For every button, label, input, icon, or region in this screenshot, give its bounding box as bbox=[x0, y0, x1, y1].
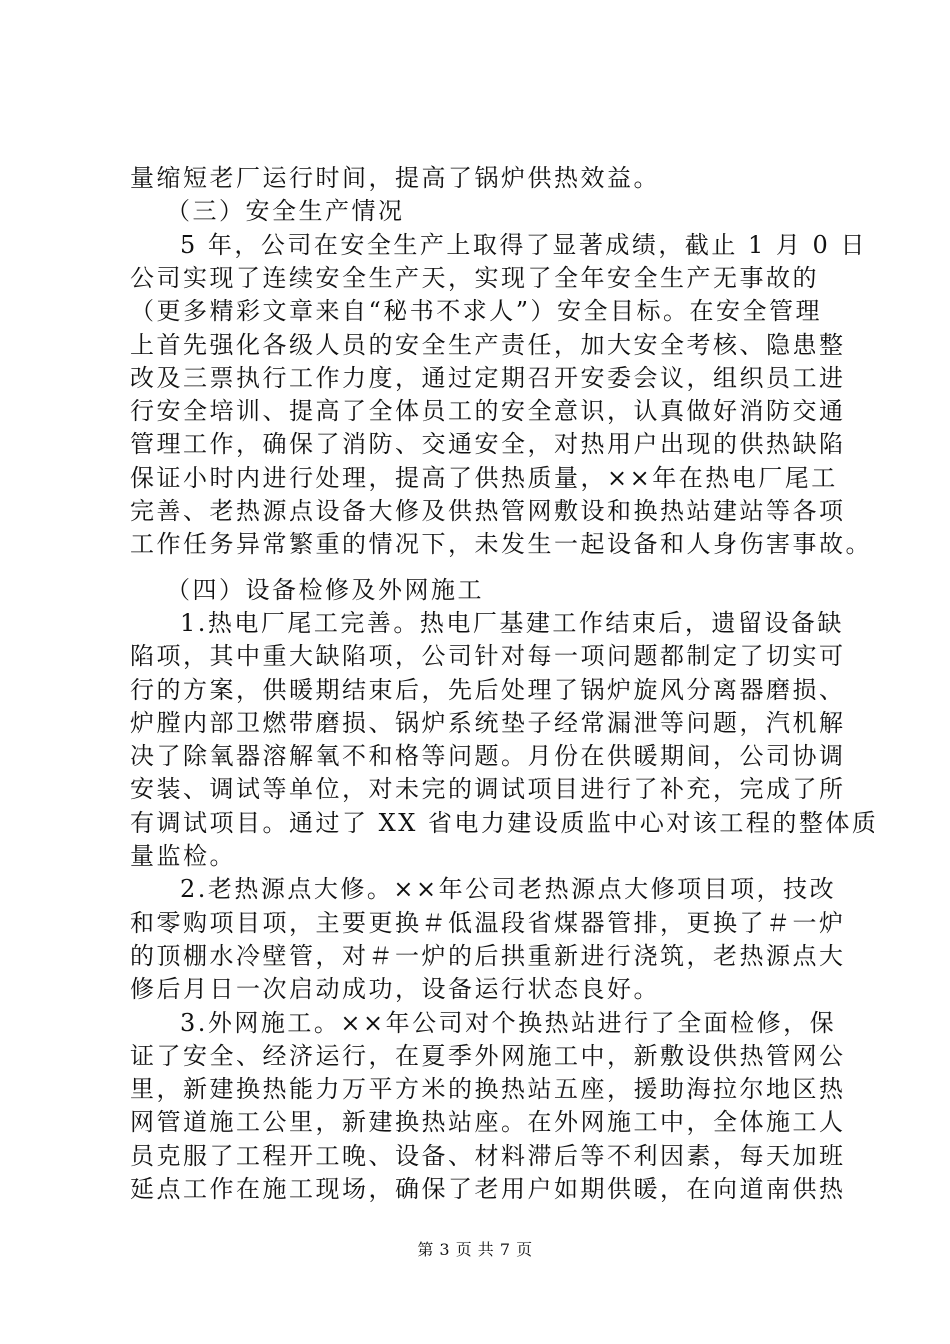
text-line: （更多精彩文章来自“秘书不求人”）安全目标。在安全管理 bbox=[130, 297, 823, 325]
text-line: 的顶棚水冷壁管，对＃一炉的后拱重新进行浇筑，老热源点大 bbox=[130, 942, 846, 970]
text-line: 陷项，其中重大缺陷项，公司针对每一项问题都制定了切实可 bbox=[130, 642, 846, 670]
text-line: 完善、老热源点设备大修及供热管网敷设和换热站建站等各项 bbox=[130, 497, 846, 525]
text-line: 行的方案，供暖期结束后，先后处理了锅炉旋风分离器磨损、 bbox=[130, 676, 846, 704]
text-line: 5 年，公司在安全生产上取得了显著成绩，截止 1 月 0 日 bbox=[180, 231, 867, 259]
section-heading: （三）安全生产情况 bbox=[166, 197, 405, 225]
text-line: 里，新建换热能力万平方米的换热站五座，援助海拉尔地区热 bbox=[130, 1075, 846, 1103]
text-line: 决了除氧器溶解氧不和格等问题。月份在供暖期间，公司协调 bbox=[130, 742, 846, 770]
text-line: 网管道施工公里，新建换热站座。在外网施工中，全体施工人 bbox=[130, 1108, 846, 1136]
text-line: 保证小时内进行处理，提高了供热质量，××年在热电厂尾工 bbox=[130, 464, 838, 492]
text-line: 量监检。 bbox=[130, 842, 236, 870]
text-line: 延点工作在施工现场，确保了老用户如期供暖，在向道南供热 bbox=[130, 1175, 846, 1203]
text-line: 公司实现了连续安全生产天，实现了全年安全生产无事故的 bbox=[130, 264, 819, 292]
text-line: 员克服了工程开工晚、设备、材料滞后等不利因素，每天加班 bbox=[130, 1142, 846, 1170]
page-footer: 第 3 页 共 7 页 bbox=[417, 1240, 533, 1259]
text-line: 有调试项目。通过了 XX 省电力建设质监中心对该工程的整体质 bbox=[130, 809, 879, 837]
text-line: 和零购项目项，主要更换＃低温段省煤器管排，更换了＃一炉 bbox=[130, 909, 846, 937]
text-line: 改及三票执行工作力度，通过定期召开安委会议，组织员工进 bbox=[130, 364, 846, 392]
text-line: 上首先强化各级人员的安全生产责任，加大安全考核、隐患整 bbox=[130, 331, 846, 359]
text-line: 修后月日一次启动成功，设备运行状态良好。 bbox=[130, 975, 660, 1003]
text-line: 1.热电厂尾工完善。热电厂基建工作结束后，遗留设备缺 bbox=[180, 609, 844, 637]
text-line: 量缩短老厂运行时间，提高了锅炉供热效益。 bbox=[130, 164, 660, 192]
text-line: 炉膛内部卫燃带磨损、锅炉系统垫子经常漏泄等问题，汽机解 bbox=[130, 709, 846, 737]
text-line: 证了安全、经济运行，在夏季外网施工中，新敷设供热管网公 bbox=[130, 1042, 846, 1070]
text-line: 3.外网施工。××年公司对个换热站进行了全面检修，保 bbox=[180, 1009, 837, 1037]
text-line: 行安全培训、提高了全体员工的安全意识，认真做好消防交通 bbox=[130, 397, 846, 425]
section-heading: （四）设备检修及外网施工 bbox=[166, 576, 484, 604]
text-line: 安装、调试等单位，对未完的调试项目进行了补充，完成了所 bbox=[130, 775, 846, 803]
text-line: 2.老热源点大修。××年公司老热源点大修项目项，技改 bbox=[180, 875, 837, 903]
text-line: 管理工作，确保了消防、交通安全，对热用户出现的供热缺陷 bbox=[130, 430, 846, 458]
text-line: 工作任务异常繁重的情况下，未发生一起设备和人身伤害事故。 bbox=[130, 530, 872, 558]
